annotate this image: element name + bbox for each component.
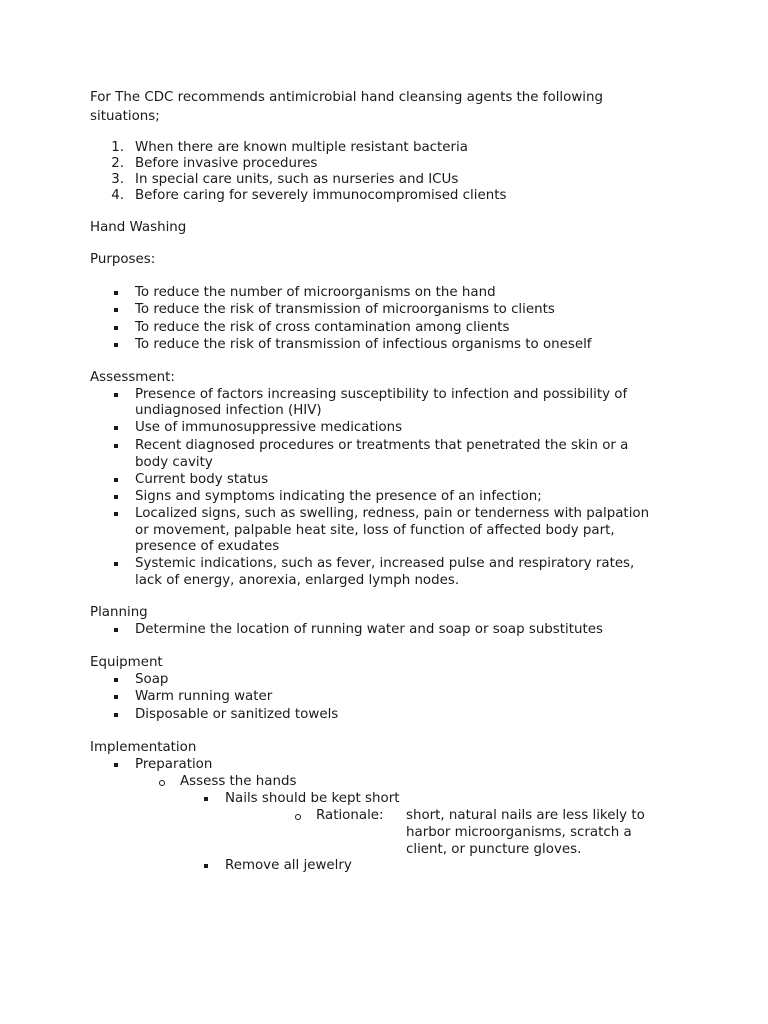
bullet-square-icon xyxy=(114,291,118,295)
situation-number: 3. xyxy=(111,172,124,187)
assessment-item: Recent diagnosed procedures or treatments that penetrated the skin or a xyxy=(135,438,629,453)
intro-line-1: For The CDC recommends antimicrobial hand cleansing agents the following xyxy=(90,90,603,105)
assessment-item-cont: body cavity xyxy=(135,455,213,470)
assessment-item: Presence of factors increasing susceptibility to infection and possibility of xyxy=(135,387,628,402)
situation-number: 4. xyxy=(111,188,124,203)
situation-item: Before caring for severely immunocompromised clients xyxy=(135,188,507,203)
bullet-square-icon xyxy=(204,864,208,868)
assessment-item: Signs and symptoms indicating the presence of an infection; xyxy=(135,489,542,504)
nails-item: Nails should be kept short xyxy=(225,791,400,806)
situation-item: In special care units, such as nurseries and ICUs xyxy=(135,172,459,187)
bullet-square-icon xyxy=(204,797,208,801)
assessment-item: Systemic indications, such as fever, increased pulse and respiratory rates, xyxy=(135,556,635,571)
situation-item: Before invasive procedures xyxy=(135,156,318,171)
bullet-square-icon xyxy=(114,678,118,682)
equipment-item: Disposable or sanitized towels xyxy=(135,707,339,722)
implementation-heading: Implementation xyxy=(90,740,197,755)
bullet-square-icon xyxy=(114,695,118,699)
bullet-square-icon xyxy=(114,393,118,397)
preparation-item: Preparation xyxy=(135,757,213,772)
assessment-item-cont: undiagnosed infection (HIV) xyxy=(135,403,322,418)
assessment-item: Current body status xyxy=(135,472,269,487)
equipment-item: Warm running water xyxy=(135,689,273,704)
bullet-square-icon xyxy=(114,326,118,330)
situation-number: 2. xyxy=(111,156,124,171)
bullet-square-icon xyxy=(114,562,118,566)
bullet-square-icon xyxy=(114,343,118,347)
purpose-item: To reduce the number of microorganisms on the hand xyxy=(135,285,496,300)
assessment-item: Localized signs, such as swelling, redness, pain or tenderness with palpation xyxy=(135,506,650,521)
rationale-text-cont: client, or puncture gloves. xyxy=(406,842,582,857)
assess-hands-item: Assess the hands xyxy=(180,774,297,789)
purpose-item: To reduce the risk of transmission of infectious organisms to oneself xyxy=(135,337,592,352)
bullet-square-icon xyxy=(114,495,118,499)
assessment-heading: Assessment: xyxy=(90,370,175,385)
bullet-square-icon xyxy=(114,444,118,448)
purpose-item: To reduce the risk of cross contamination among clients xyxy=(135,320,510,335)
rationale-text: short, natural nails are less likely to xyxy=(406,808,645,823)
bullet-square-icon xyxy=(114,628,118,632)
purpose-item: To reduce the risk of transmission of microorganisms to clients xyxy=(135,302,555,317)
bullet-circle-icon xyxy=(159,780,165,786)
assessment-item-cont: presence of exudates xyxy=(135,539,280,554)
assessment-item-cont: or movement, palpable heat site, loss of function of affected body part, xyxy=(135,523,615,538)
bullet-square-icon xyxy=(114,763,118,767)
jewelry-item: Remove all jewelry xyxy=(225,858,352,873)
equipment-item: Soap xyxy=(135,672,169,687)
situation-number: 1. xyxy=(111,140,124,155)
planning-heading: Planning xyxy=(90,605,148,620)
planning-item: Determine the location of running water and soap or soap substitutes xyxy=(135,622,603,637)
intro-line-2: situations; xyxy=(90,109,160,124)
situation-item: When there are known multiple resistant bacteria xyxy=(135,140,468,155)
hand-washing-heading: Hand Washing xyxy=(90,220,187,235)
bullet-square-icon xyxy=(114,713,118,717)
assessment-item: Use of immunosuppressive medications xyxy=(135,420,403,435)
rationale-label: Rationale: xyxy=(316,808,384,823)
rationale-text-cont: harbor microorganisms, scratch a xyxy=(406,825,632,840)
purposes-heading: Purposes: xyxy=(90,252,156,267)
bullet-square-icon xyxy=(114,512,118,516)
bullet-square-icon xyxy=(114,308,118,312)
bullet-square-icon xyxy=(114,478,118,482)
bullet-square-icon xyxy=(114,426,118,430)
equipment-heading: Equipment xyxy=(90,655,163,670)
assessment-item-cont: lack of energy, anorexia, enlarged lymph nodes. xyxy=(135,573,460,588)
bullet-circle-icon xyxy=(295,814,301,820)
